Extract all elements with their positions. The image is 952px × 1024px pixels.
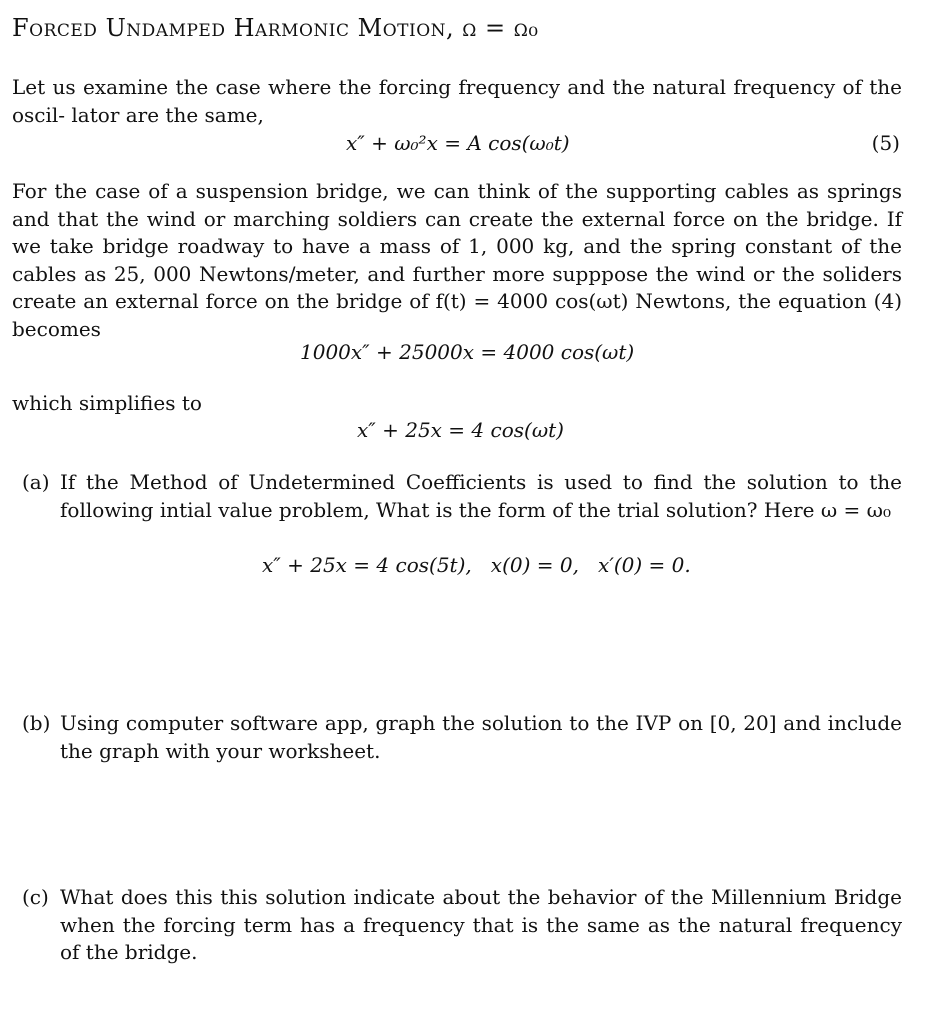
part-a-label: (a): [22, 470, 50, 494]
part-a-equation: x″ + 25x = 4 cos(5t), x(0) = 0, x′(0) = 0.: [262, 553, 691, 577]
bridge-paragraph: For the case of a suspension bridge, we can think of the supporting cables as springs and that the wind or marching soldiers can create the external force on the bridge. If we take bridge roadway to have a mass of 1, 000 kg, and the spring constant of the cables as 25, 000 Newtons/meter, and further more supppose the wind or the soliders create an external force on the bridge of f(t) = 4000 cos(ωt) Newtons, the equation (4) becomes: [12, 179, 902, 341]
part-a: [22, 469, 902, 524]
equation-full: 1000x″ + 25000x = 4000 cos(ωt): [300, 340, 635, 364]
part-b: [22, 710, 902, 765]
simplifies-text: which simplifies to: [12, 391, 202, 415]
part-b-label: (b): [22, 711, 51, 735]
part-a-text: If the Method of Undetermined Coefficients is used to find the solution to the following intial value problem, What is the form of the trial solution? Here ω = ω₀: [60, 470, 902, 522]
intro-paragraph: Let us examine the case where the forcing frequency and the natural frequency of the oscil- lator are the same,: [12, 75, 902, 127]
equation-5-number: (5): [871, 131, 900, 155]
part-b-text: Using computer software app, graph the solution to the IVP on [0, 20] and include the graph with your worksheet.: [60, 711, 902, 763]
equation-5: x″ + ω₀²x = A cos(ω₀t): [346, 131, 570, 155]
part-c-label: (c): [22, 885, 49, 909]
part-c-text: What does this this solution indicate about the behavior of the Millennium Bridge when the forcing term has a frequency that is the same as the natural frequency of the bridge.: [60, 885, 902, 964]
part-c: [22, 884, 902, 967]
page-title: Forced Undamped Harmonic Motion, ω = ω₀: [12, 14, 539, 42]
equation-simple: x″ + 25x = 4 cos(ωt): [357, 418, 564, 442]
